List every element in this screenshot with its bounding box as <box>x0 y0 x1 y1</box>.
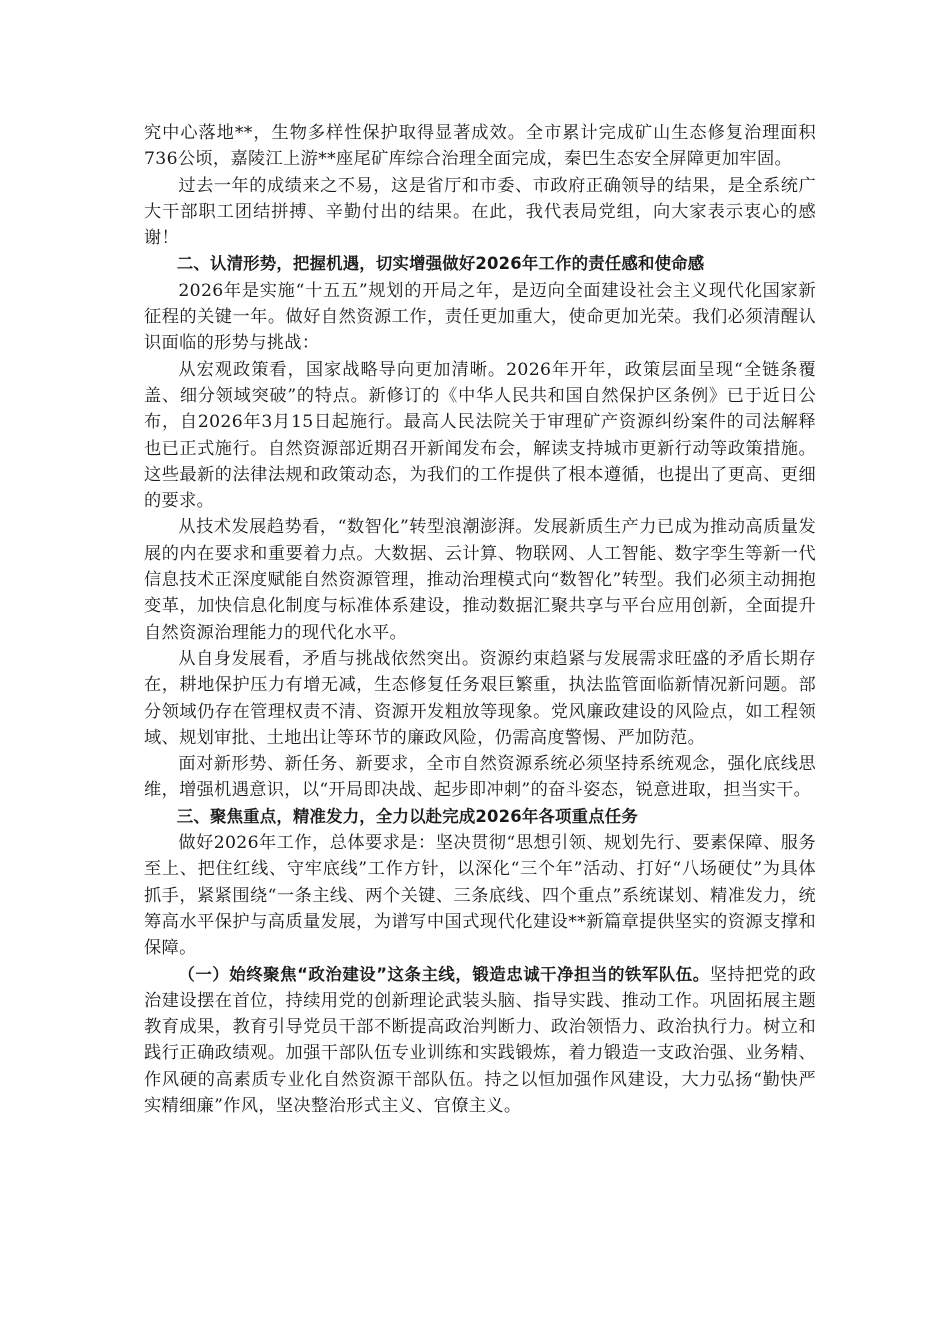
paragraph: 2026年是实施“十五五”规划的开局之年，是迈向全面建设社会主义现代化国家新征程的关键一年。做好自然资源工作，责任更加重大，使命更加光荣。我们必须清醒认识面临的形势与挑战： <box>144 280 816 354</box>
paragraph: 过去一年的成绩来之不易，这是省厅和市委、市政府正确领导的结果，是全系统广大干部职工团结拼搏、辛勤付出的结果。在此，我代表局党组，向大家表示衷心的感谢！ <box>144 175 816 249</box>
document-page <box>144 120 816 1119</box>
paragraph: 从宏观政策看，国家战略导向更加清晰。2026年开年，政策层面呈现“全链条覆盖、细分领域突破”的特点。新修订的《中华人民共和国自然保护区条例》已于近日公布，自2026年3月15日起施行。最高人民法院关于审理矿产资源纠纷案件的司法解释也已正式施行。自然资源部近期召开新闻发布会，解读支持城市更新行动等政策措施。这些最新的法律法规和政策动态，为我们的工作提供了根本遵循，也提出了更高、更细的要求。 <box>144 359 816 512</box>
paragraph: 究中心落地**，生物多样性保护取得显著成效。全市累计完成矿山生态修复治理面积736公顷，嘉陵江上游**座尾矿库综合治理全面完成，秦巴生态安全屏障更加牢固。 <box>144 123 816 170</box>
section-heading: 三、聚焦重点，精准发力，全力以赴完成2026年各项重点任务 <box>176 806 638 826</box>
paragraph-body: 坚持把党的政治建设摆在首位，持续用党的创新理论武装头脑、指导实践、推动工作。巩固拓展主题教育成果，教育引导党员干部不断提高政治判断力、政治领悟力、政治执行力。树立和践行正确政绩观。加强干部队伍专业训练和实践锻炼，着力锻造一支政治强、业务精、作风硬的高素质专业化自然资源干部队伍。持之以恒加强作风建设，大力弘扬“勤快严实精细廉”作风，坚决整治形式主义、官僚主义。 <box>144 964 816 1116</box>
paragraph: 从自身发展看，矛盾与挑战依然突出。资源约束趋紧与发展需求旺盛的矛盾长期存在，耕地保护压力有增无减，生态修复任务艰巨繁重，执法监管面临新情况新问题。部分领域仍存在管理权责不清、资源开发粗放等现象。党风廉政建设的风险点，如工程领域、规划审批、土地出让等环节的廉政风险，仍需高度警惕、严加防范。 <box>144 648 816 748</box>
subsection-heading: （一）始终聚焦“政治建设”这条主线，锻造忠诚干净担当的铁军队伍。 <box>178 964 710 984</box>
paragraph: 面对新形势、新任务、新要求，全市自然资源系统必须坚持系统观念，强化底线思维，增强机遇意识，以“开局即决战、起步即冲刺”的奋斗姿态，锐意进取，担当实干。 <box>144 754 816 801</box>
paragraph-with-subheading <box>144 962 816 1120</box>
paragraph: 从技术发展趋势看，“数智化”转型浪潮澎湃。发展新质生产力已成为推动高质量发展的内在要求和重要着力点。大数据、云计算、物联网、人工智能、数字孪生等新一代信息技术正深度赋能自然资源管理，推动治理模式向“数智化”转型。我们必须主动拥抱变革，加快信息化制度与标准体系建设，推动数据汇聚共享与平台应用创新，全面提升自然资源治理能力的现代化水平。 <box>144 517 816 643</box>
paragraph: 做好2026年工作，总体要求是：坚决贯彻“思想引领、规划先行、要素保障、服务至上、把住红线、守牢底线”工作方针，以深化“三个年”活动、打好“八场硬仗”为具体抓手，紧紧围绕“一条主线、两个关键、三条底线、四个重点”系统谋划、精准发力，统筹高水平保护与高质量发展，为谱写中国式现代化建设**新篇章提供坚实的资源支撑和保障。 <box>144 833 816 959</box>
section-heading: 二、认清形势，把握机遇，切实增强做好2026年工作的责任感和使命感 <box>176 254 705 274</box>
